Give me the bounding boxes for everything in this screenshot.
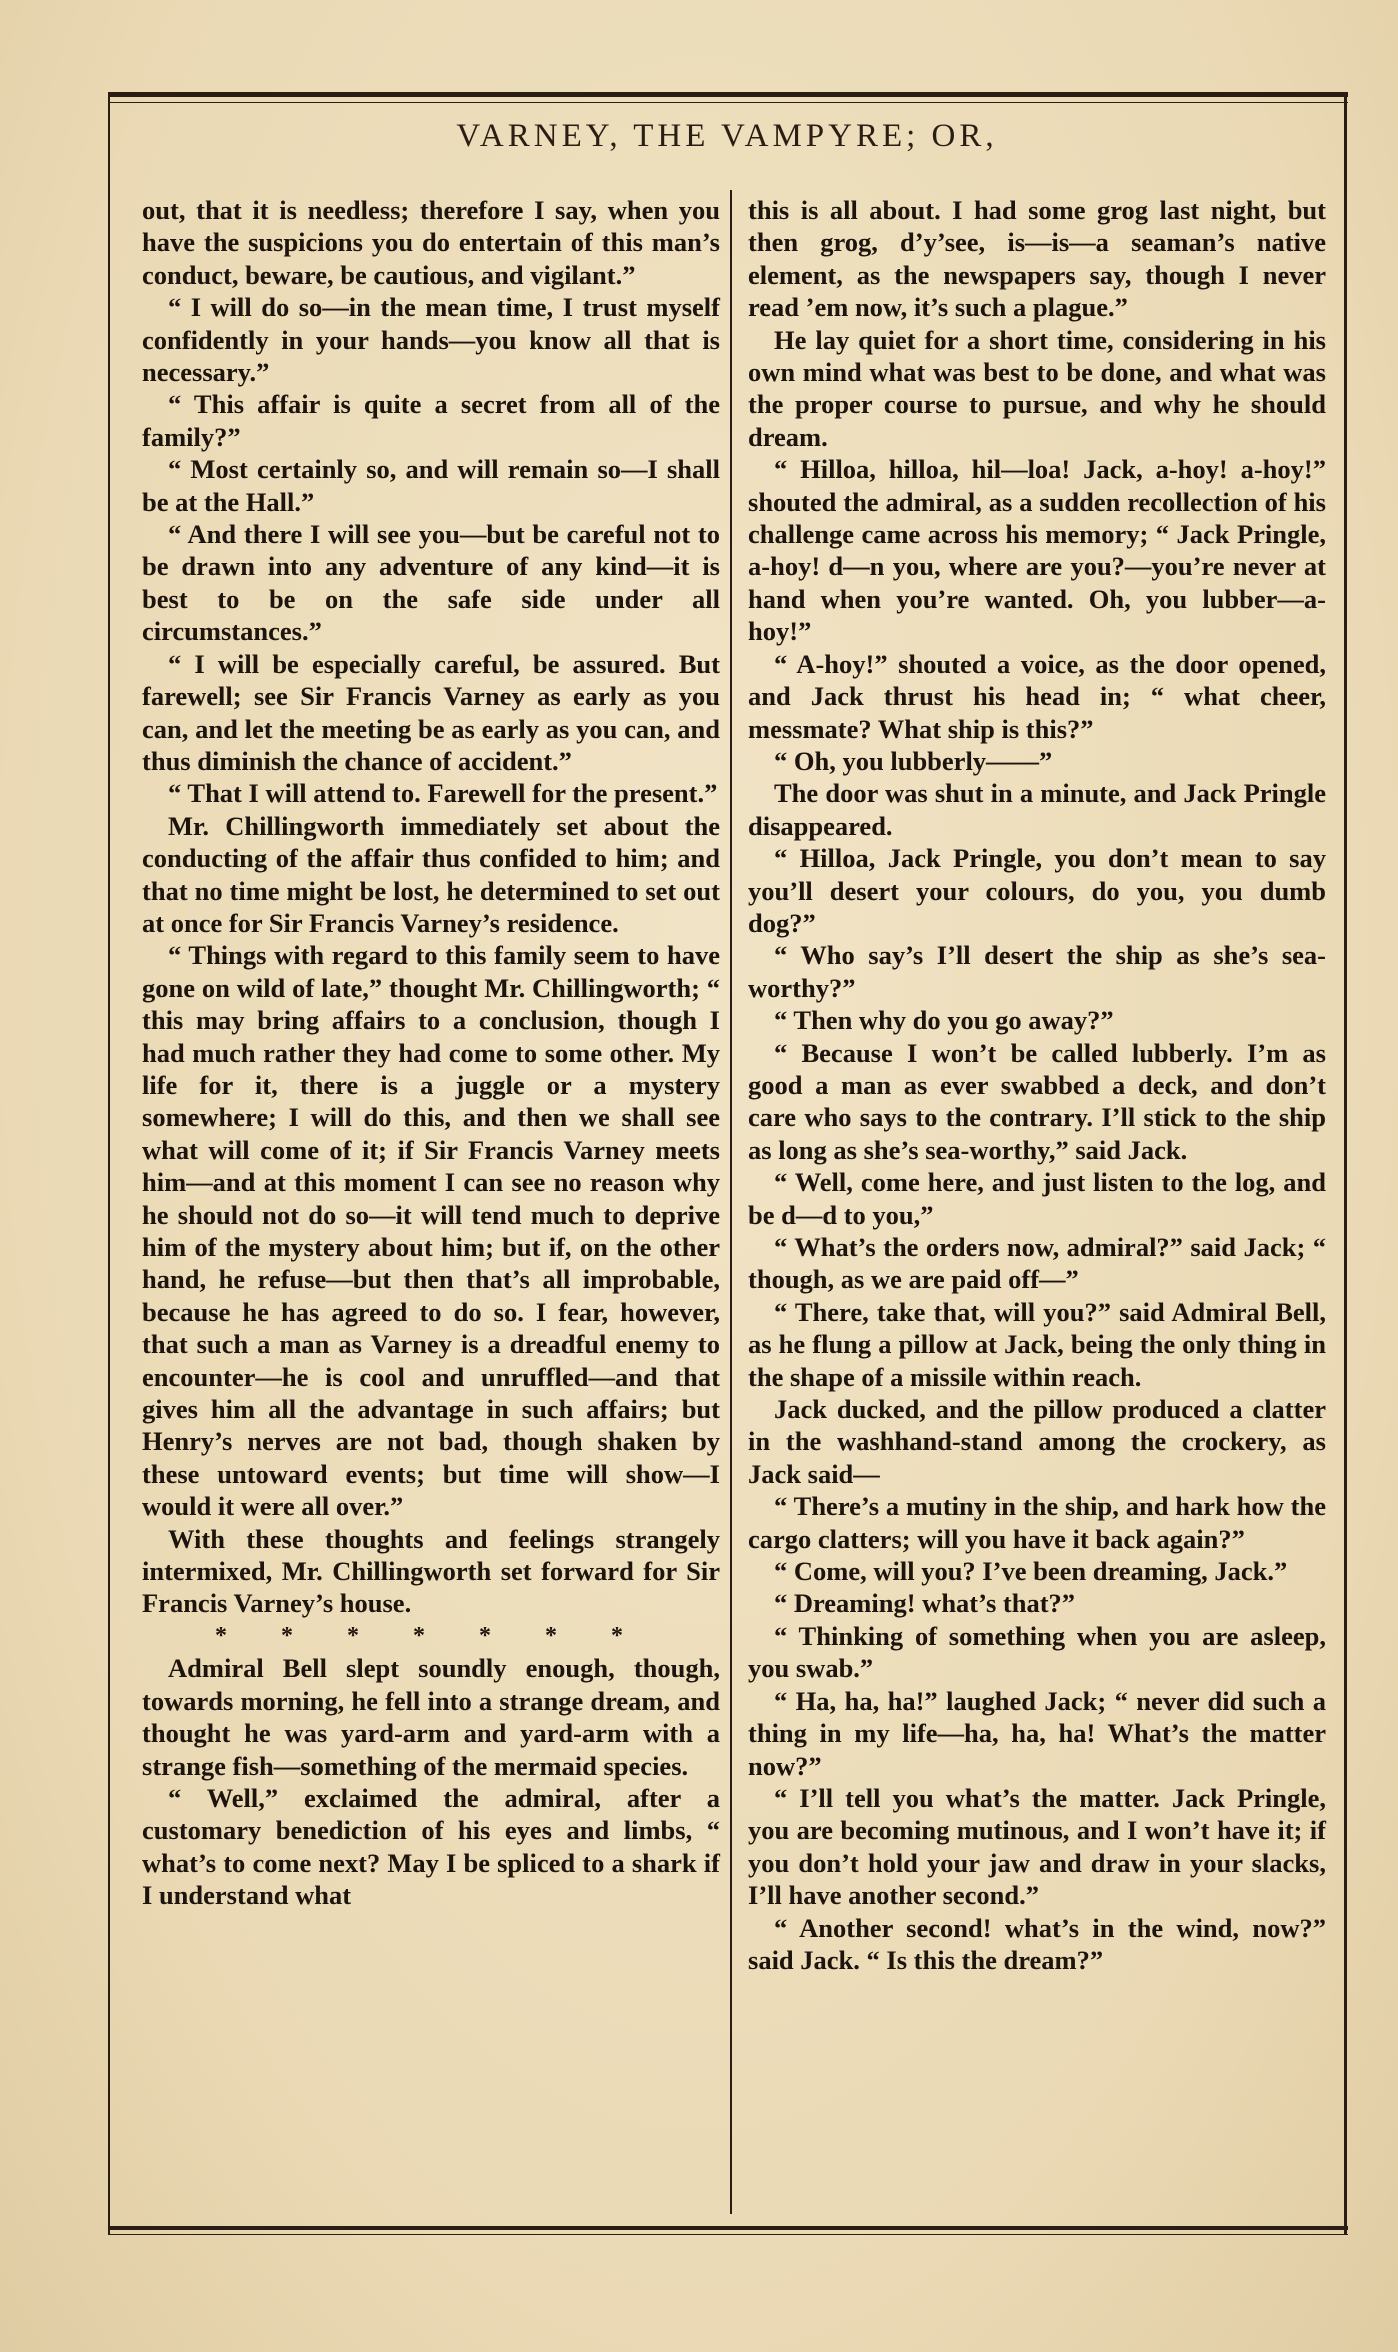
bottom-rule: [108, 2226, 1348, 2230]
left-border-rule: [108, 92, 110, 2234]
paragraph: He lay quiet for a short time, considering in his own mind what was best to be done, and what was the proper course to pursue, and why he should dream.: [748, 324, 1326, 452]
paragraph: “ Most certainly so, and will remain so—I shall be at the Hall.”: [142, 454, 720, 517]
paragraph: “ I will be especially careful, be assured. But farewell; see Sir Francis Varney as early as you can, and let the meeting be as early as you can, and thus diminish the chance of accident.”: [142, 648, 720, 776]
paragraph: “ Hilloa, hilloa, hil—loa! Jack, a-hoy! a-hoy!” shouted the admiral, as a sudden recollection of his challenge came across his memory; “ Jack Pringle, a-hoy! d—n you, where are you?—you’re never at hand when you’re wanted. Oh, you lubber—a-hoy!”: [748, 454, 1326, 647]
bottom-rule-thin: [108, 2234, 1348, 2235]
paragraph: “ That I will attend to. Farewell for the present.”: [168, 778, 718, 809]
left-column: [142, 194, 720, 1912]
paragraph: “ Dreaming! what’s that?”: [774, 1588, 1076, 1619]
paragraph: “ Because I won’t be called lubberly. I’m as good a man as ever swabbed a deck, and don’t care who says to the contrary. I’ll stick to the ship as long as she’s sea-worthy,” said Jack.: [748, 1037, 1326, 1165]
section-break-stars: * * * * * * *: [215, 1622, 647, 1649]
paragraph: Mr. Chillingworth immediately set about the conducting of the affair thus confided to him; and that no time might be lost, he determined to set out at once for Sir Francis Varney’s residence.: [142, 810, 720, 938]
paragraph: “ Thinking of something when you are asleep, you swab.”: [748, 1620, 1326, 1684]
paragraph: this is all about. I had some grog last night, but then grog, d’y’see, is—is—a seaman’s native element, as the newspapers say, though I never read ’em now, it’s such a plague.”: [748, 195, 1326, 323]
paragraph: “ There’s a mutiny in the ship, and hark how the cargo clatters; will you have it back again?”: [748, 1491, 1326, 1554]
paragraph: “ This affair is quite a secret from all of the family?”: [142, 389, 720, 452]
paragraph: Admiral Bell slept soundly enough, though, towards morning, he fell into a strange dream, and thought he was yard-arm and yard-arm with a strange fish—something of the mermaid species.: [142, 1653, 720, 1781]
paragraph: “ Hilloa, Jack Pringle, you don’t mean to say you’ll desert your colours, do you, you dumb dog?”: [748, 843, 1326, 938]
paragraph: The door was shut in a minute, and Jack Pringle disappeared.: [748, 778, 1326, 841]
paragraph: “ Then why do you go away?”: [774, 1005, 1114, 1036]
paragraph: “ What’s the orders now, admiral?” said Jack; “ though, as we are paid off—”: [748, 1232, 1326, 1295]
paragraph: “ A-hoy!” shouted a voice, as the door opened, and Jack thrust his head in; “ what cheer, messmate? What ship is this?”: [748, 648, 1326, 744]
right-column: [748, 194, 1326, 1976]
paragraph: “ Come, will you? I’ve been dreaming, Jack.”: [774, 1556, 1288, 1587]
paragraph: out, that it is needless; therefore I say, when you have the suspicions you do entertain of this man’s conduct, beware, be cautious, and vigilant.”: [142, 195, 720, 290]
paragraph: “ I will do so—in the mean time, I trust myself confidently in your hands—you know all that is necessary.”: [142, 292, 720, 388]
paragraph: “ Who say’s I’ll desert the ship as she’s sea-worthy?”: [748, 940, 1326, 1003]
paragraph: “ And there I will see you—but be careful not to be drawn into any adventure of any kind—it is best to be on the safe side under all circumstances.”: [142, 519, 720, 647]
paragraph: “ Things with regard to this family seem to have gone on wild of late,” thought Mr. Chillingworth; “ this may bring affairs to a conclusion, though I had much rather they had come to some other. My life for it, there is a juggle or a mystery somewhere; I will do this, and then we shall see what will come of it; if Sir Francis Varney meets him—and at this moment I can see no reason why he should not do so—it will tend much to deprive him of the mystery about him; but if, on the other hand, he refuse—but then that’s all improbable, because he has agreed to do so. I fear, however, that such a man as Varney is a dreadful enemy to encounter—he is cool and unruffled—and that gives him all the advantage in such affairs; but Henry’s nerves are not bad, though shaken by these untoward events; but time will show—I would it were all over.”: [142, 940, 720, 1522]
running-title: VARNEY, THE VAMPYRE; OR,: [456, 118, 998, 154]
paragraph: “ Well,” exclaimed the admiral, after a customary benediction of his eyes and limbs, “ what’s to come next? May I be spliced to a shark if I understand what: [142, 1782, 720, 1911]
top-rule-thin: [108, 102, 1348, 103]
paragraph: Jack ducked, and the pillow produced a clatter in the washhand-stand among the crockery, as Jack said—: [748, 1394, 1326, 1489]
paragraph: With these thoughts and feelings strangely intermixed, Mr. Chillingworth set forward for Sir Francis Varney’s house.: [142, 1523, 720, 1619]
paragraph: “ I’ll tell you what’s the matter. Jack Pringle, you are becoming mutinous, and I won’t have it; if you don’t hold your jaw and draw in your slacks, I’ll have another second.”: [748, 1782, 1326, 1911]
paragraph: “ Ha, ha, ha!” laughed Jack; “ never did such a thing in my life—ha, ha, ha! What’s the matter now?”: [748, 1685, 1326, 1781]
paragraph: “ Well, come here, and just listen to the log, and be d—d to you,”: [748, 1167, 1326, 1230]
column-divider: [730, 190, 732, 2214]
paragraph: “ Another second! what’s in the wind, now?” said Jack. “ Is this the dream?”: [748, 1912, 1326, 1975]
top-rule: [108, 92, 1348, 97]
right-border-rule: [1344, 92, 1347, 2234]
paragraph: “ There, take that, will you?” said Admiral Bell, as he flung a pillow at Jack, being the only thing in the shape of a missile within reach.: [748, 1296, 1326, 1392]
paragraph: “ Oh, you lubberly——”: [774, 745, 1053, 776]
